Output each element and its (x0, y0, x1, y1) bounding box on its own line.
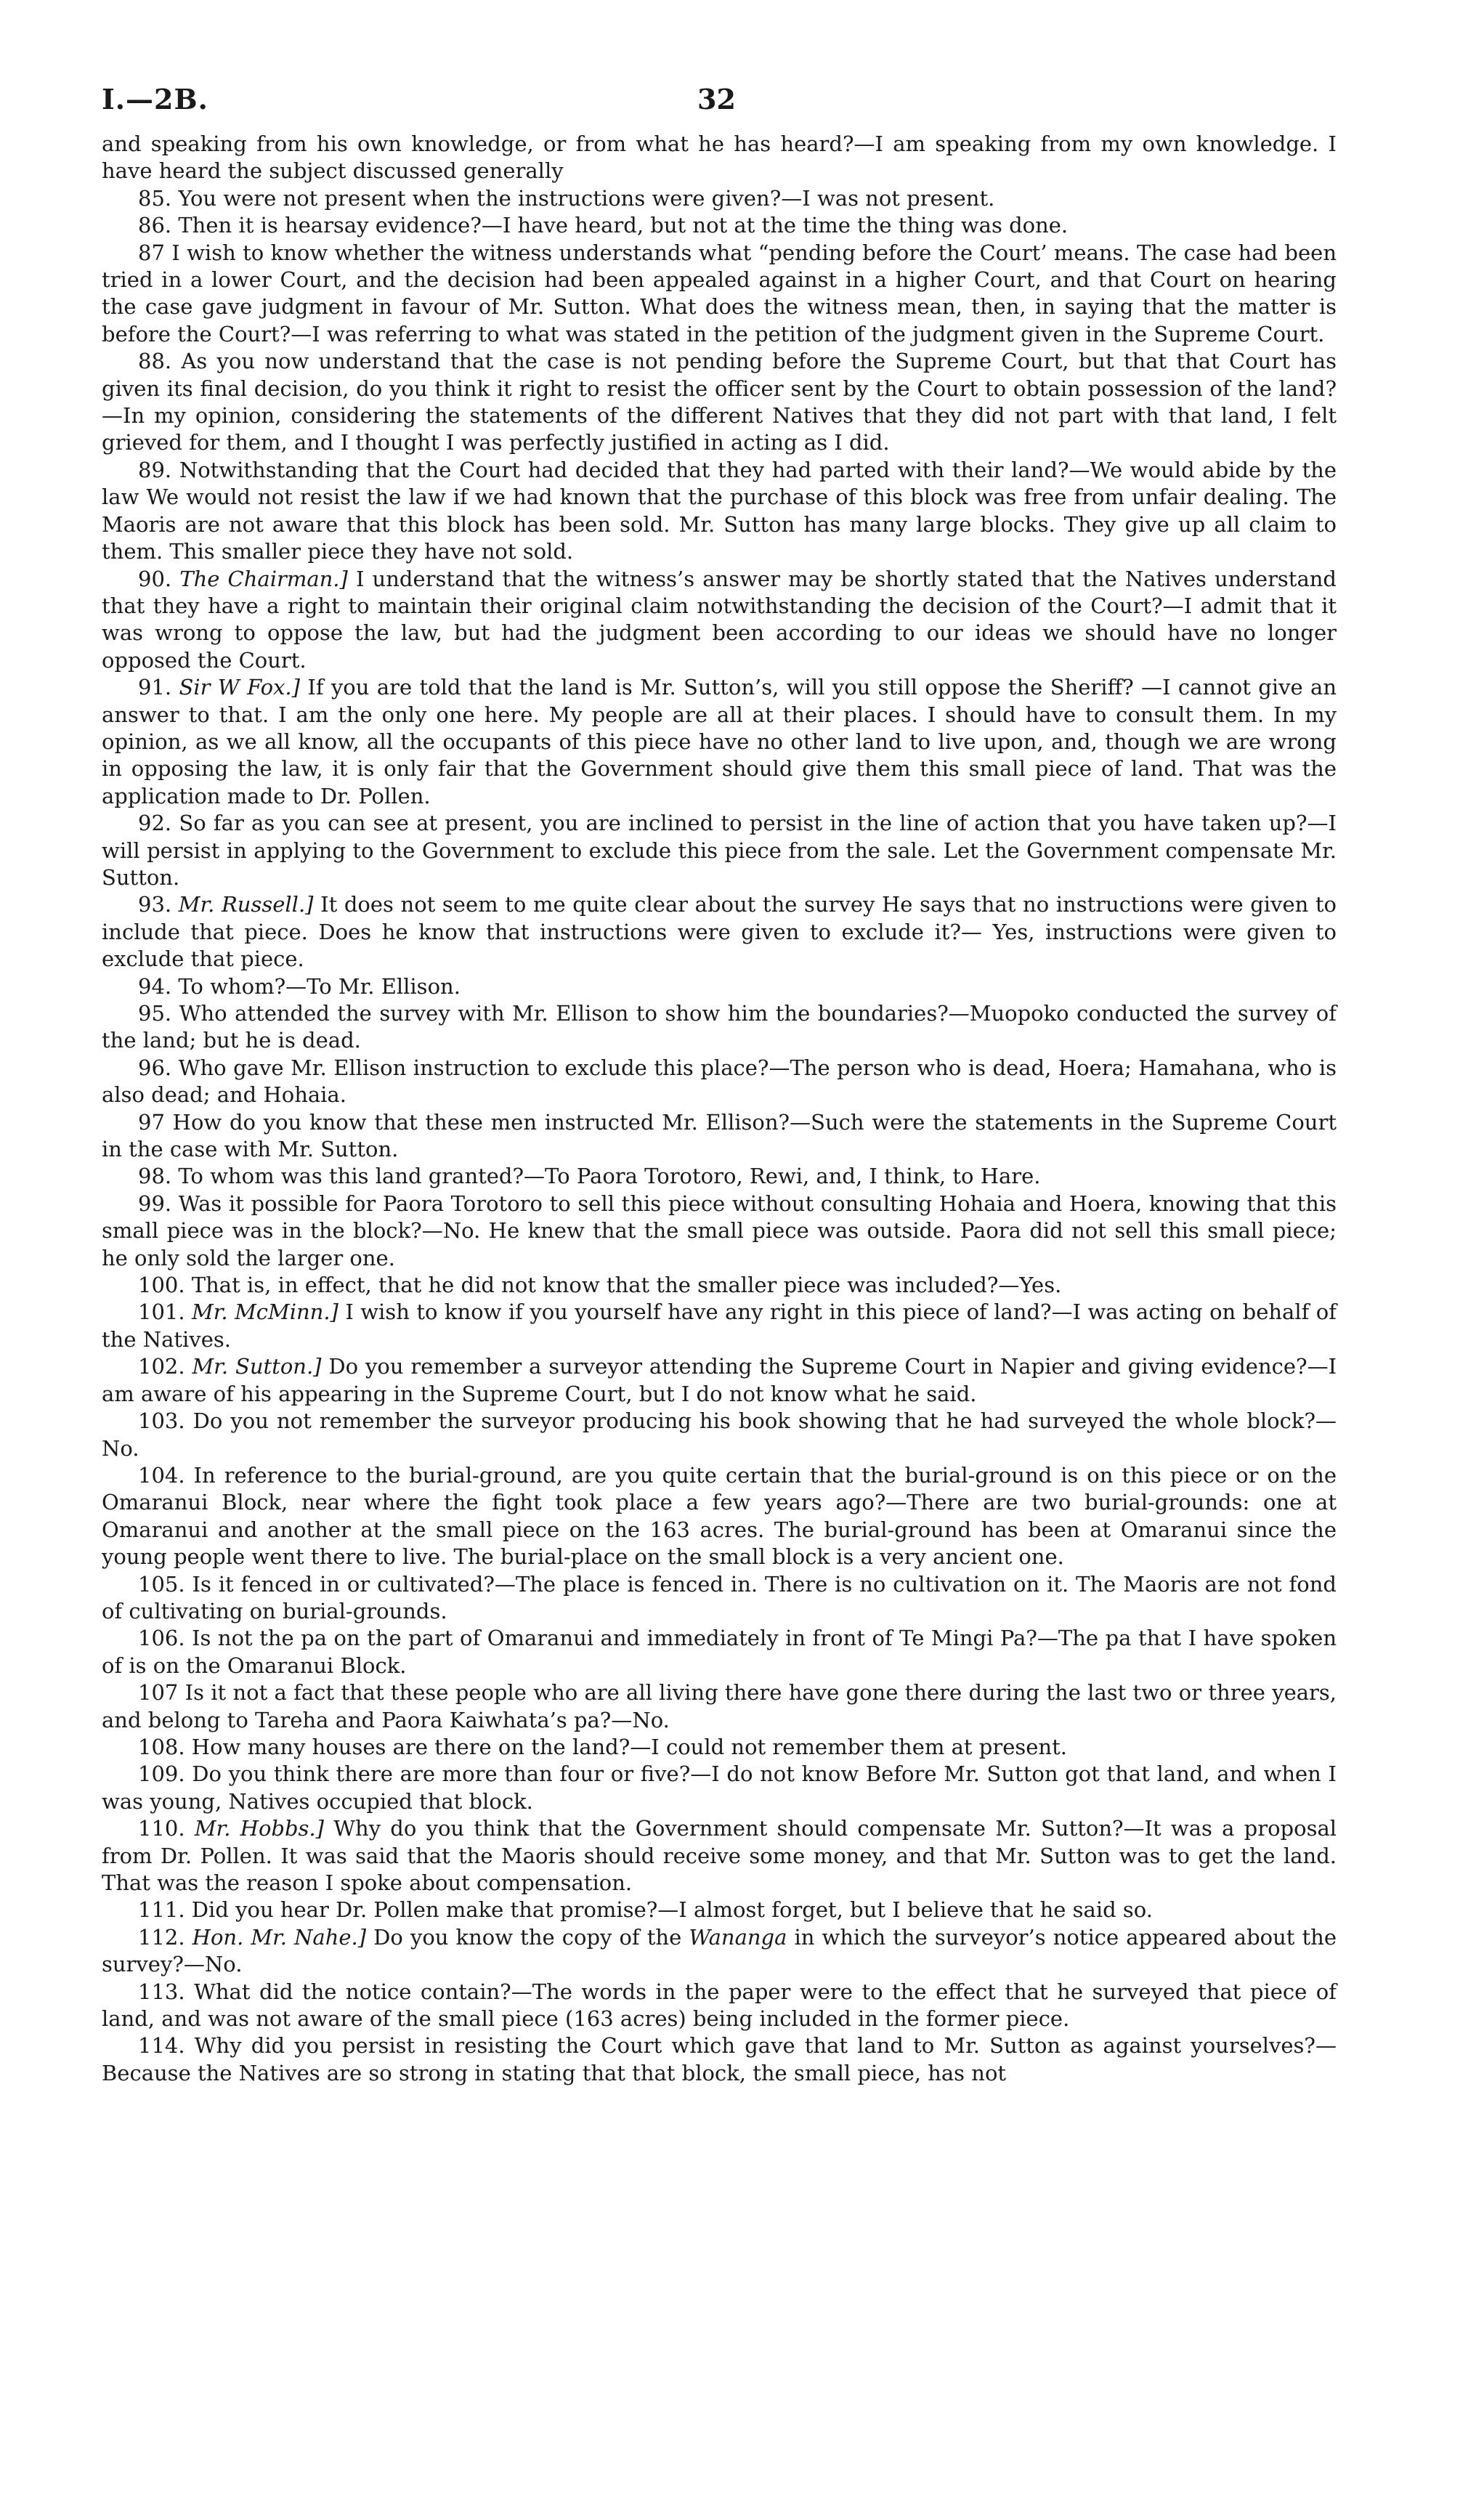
paragraph-text: 92. So far as you can see at present, you are inclined to persist in the line of action that you have taken up?—I will persist in applying to the Government to exclude this piece from the sale. Let the Government compensate Mr. Sutton. (102, 811, 1337, 890)
paragraph (102, 1299, 1337, 1353)
paragraph-text: 104. In reference to the burial-ground, are you quite certain that the burial-ground is on this piece or on the Omaranui Block, near where the fight took place a few years ago?—There are two burial-grounds: one at Omaranui and another at the small piece on the 163 acres. The burial-ground has been at Omaranui since the young people went there to live. The burial-place on the small block is a very ancient one. (102, 1462, 1337, 1570)
question-number: 91. (138, 675, 172, 700)
paragraph (102, 1979, 1337, 2033)
speaker-name: Mr. McMinn.] (192, 1299, 338, 1325)
document-page (102, 80, 1337, 2087)
paragraph-text: 106. Is not the pa on the part of Omaranui and immediately in front of Te Mingi Pa?—The pa that I have spoken of is on the Omaranui Block. (102, 1626, 1337, 1678)
paragraph-text: 108. How many houses are there on the land?—I could not remember them at present. (138, 1734, 1067, 1759)
paragraph-text: 103. Do you not remember the surveyor producing his book showing that he had surveyed the whole block?—No. (102, 1408, 1337, 1461)
paragraph (102, 1408, 1337, 1462)
paragraph (102, 1353, 1337, 1408)
paragraph (102, 1000, 1337, 1055)
newspaper-title: Wananga (689, 1924, 787, 1950)
paragraph-text: 97 How do you know that these men instructed Mr. Ellison?—Such were the statements in the Supreme Court in the case with Mr. Sutton. (102, 1109, 1337, 1162)
question-number: 110. (138, 1816, 185, 1841)
question-number: 102. (138, 1354, 185, 1379)
paragraph-text: 105. Is it fenced in or cultivated?—The place is fenced in. There is no cultivation on it. The Maoris are not fond of cultivating on burial-grounds. (102, 1571, 1337, 1623)
paragraph (102, 1897, 1337, 1923)
paragraph (102, 674, 1337, 810)
paragraph (102, 2032, 1337, 2087)
paragraph-text: I wish to know if you yourself have any right in this piece of land?—I was acting on behalf of the Natives. (102, 1299, 1337, 1352)
paragraph-text: Why do you think that the Government should compensate Mr. Sutton?—It was a proposal from Dr. Pollen. It was said that the Maoris should receive some money, and that Mr. Sutton was to get the land. That was the reason I spoke about compensation. (102, 1816, 1337, 1895)
paragraph (102, 891, 1337, 973)
paragraph-text: 88. As you now understand that the case is not pending before the Supreme Court, but that that Court has given its final decision, do you think it right to resist the officer sent by the Court to obtain possession of the land?—In my opinion, considering the statements of the different Natives that they did not part with that land, I felt grieved for them, and I thought I was perfectly justified in acting as I did. (102, 349, 1337, 455)
paragraph-text: 113. What did the notice contain?—The words in the paper were to the effect that he surveyed that piece of land, and was not aware of the small piece (163 acres) being included in the former piece. (102, 1979, 1337, 2032)
paragraph-text: 107 Is it not a fact that these people who are all living there have gone there during the last two or three years, and belong to Tareha and Paora Kaiwhata’s pa?—No. (102, 1680, 1337, 1732)
paragraph (102, 1924, 1337, 1979)
document-body (102, 131, 1337, 2087)
paragraph (102, 1163, 1337, 1190)
paragraph (102, 810, 1337, 891)
paragraph (102, 240, 1337, 349)
paragraph-text: 94. To whom?—To Mr. Ellison. (138, 973, 461, 999)
paragraph (102, 1734, 1337, 1761)
paragraph-text: Do you remember a surveyor attending the Supreme Court in Napier and giving evidence?—I am aware of his appearing in the Supreme Court, but I do not know what he said. (102, 1354, 1337, 1406)
paragraph (102, 131, 1337, 185)
paragraph-text: 111. Did you hear Dr. Pollen make that promise?—I almost forget, but I believe that he said so. (138, 1897, 1153, 1923)
speaker-name: Sir W Fox.] (179, 675, 300, 700)
paragraph-text: 86. Then it is hearsay evidence?—I have heard, but not at the time the thing was done. (138, 213, 1069, 238)
paragraph-text: I understand that the witness’s answer may be shortly stated that the Natives understand that they have a right to maintain their original claim notwithstanding the decision of the Court?—I admit that it was wrong to oppose the law, but had the judgment been according to our ideas we should have no longer opposed the Court. (102, 566, 1337, 673)
paragraph (102, 1109, 1337, 1164)
paragraph-text: 114. Why did you persist in resisting the Court which gave that land to Mr. Sutton as against yourselves?—Because the Natives are so strong in stating that that block, the small piece, has not (102, 2033, 1337, 2085)
paragraph (102, 1191, 1337, 1272)
question-number: 93. (138, 892, 172, 917)
page-number: 32 (697, 83, 736, 115)
paragraph (102, 1055, 1337, 1109)
paragraph-text: 96. Who gave Mr. Ellison instruction to exclude this place?—The person who is dead, Hoera; Hamahana, who is also dead; and Hohaia. (102, 1055, 1337, 1108)
paragraph (102, 1462, 1337, 1571)
paragraph-text: 99. Was it possible for Paora Torotoro to sell this piece without consulting Hohaia and Hoera, knowing that this small piece was in the block?—No. He knew that the small piece was outside. Paora did not sell this small piece; he only sold the larger one. (102, 1191, 1337, 1270)
paragraph (102, 566, 1337, 675)
paragraph-text: It does not seem to me quite clear about the survey He says that no instructions were given to include that piece. Does he know that instructions were given to exclude it?— Yes, instructions were given to exclude that piece. (102, 892, 1337, 972)
paragraph-text: in which the surveyor’s notice appeared about the survey?—No. (102, 1924, 1337, 1977)
speaker-name: The Chairman.] (179, 566, 348, 591)
paragraph (102, 348, 1337, 457)
paragraph (102, 1815, 1337, 1897)
paragraph-text: 95. Who attended the survey with Mr. Ellison to show him the boundaries?—Muopoko conducted the survey of the land; but he is dead. (102, 1001, 1337, 1053)
paragraph (102, 1761, 1337, 1815)
paragraph-text: If you are told that the land is Mr. Sutton’s, will you still oppose the Sheriff? —I cannot give an answer to that. I am the only one here. My people are all at their places. I should have to consult them. In my opinion, as we all know, all the occupants of this piece have no other land to live upon, and, though we are wrong in opposing the law, it is only fair that the Government should give them this small piece of land. That was the application made to Dr. Pollen. (102, 675, 1337, 808)
paragraph (102, 1571, 1337, 1626)
paragraph (102, 973, 1337, 1000)
paragraph (102, 212, 1337, 239)
paragraph (102, 1625, 1337, 1679)
speaker-name: Mr. Hobbs.] (194, 1816, 324, 1841)
paragraph (102, 1679, 1337, 1734)
paragraph-text: Do you know the copy of the (373, 1924, 682, 1950)
question-number: 112. (138, 1924, 185, 1950)
paragraph (102, 185, 1337, 212)
paragraph (102, 1272, 1337, 1299)
paragraph-text: 87 I wish to know whether the witness understands what “pending before the Court’ means. The case had been tried in a lower Court, and the decision had been appealed against in a higher Court, and that Court on hearing the case gave judgment in favour of Mr. Sutton. What does the witness mean, then, in saying that the matter is before the Court?—I was referring to what was stated in the petition of the judgment given in the Supreme Court. (102, 240, 1337, 346)
question-number: 101. (138, 1299, 185, 1325)
paragraph-text: 85. You were not present when the instructions were given?—I was not present. (138, 185, 995, 211)
speaker-name: Mr. Sutton.] (192, 1354, 322, 1379)
speaker-name: Hon. Mr. Nahe.] (192, 1924, 367, 1950)
paragraph-text: 100. That is, in effect, that he did not know that the smaller piece was included?—Yes. (138, 1273, 1062, 1298)
paragraph-text: and speaking from his own knowledge, or from what he has heard?—I am speaking from my own knowledge. I have heard the subject discussed generally (102, 131, 1337, 184)
speaker-name: Mr. Russell.] (178, 892, 314, 917)
paragraph-text: 109. Do you think there are more than four or five?—I do not know Before Mr. Sutton got that land, and when I was young, Natives occupied that block. (102, 1761, 1337, 1814)
page-header (102, 80, 1337, 131)
paragraph (102, 457, 1337, 566)
paper-reference: I.—2B. (102, 83, 208, 115)
paragraph-text: 98. To whom was this land granted?—To Paora Torotoro, Rewi, and, I think, to Hare. (138, 1164, 1041, 1189)
question-number: 90. (138, 566, 172, 591)
paragraph-text: 89. Notwithstanding that the Court had decided that they had parted with their land?—We would abide by the law We would not resist the law if we had known that the purchase of this block was free from unfair dealing. The Maoris are not aware that this block has been sold. Mr. Sutton has many large blocks. They give up all claim to them. This smaller piece they have not sold. (102, 457, 1337, 564)
